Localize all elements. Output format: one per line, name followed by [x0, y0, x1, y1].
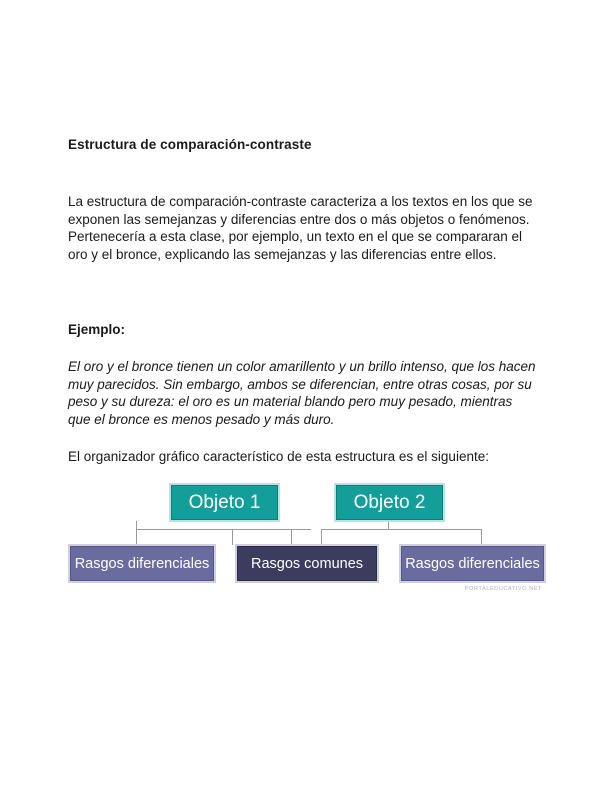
example-paragraph: El oro y el bronce tienen un color amarillento y un brillo intenso, que los hacen muy parecidos. Sin embargo, ambos se diferencian, entre otras cosas, por su peso y su dureza: el oro es un material blando pero muy pesado, mientras que el bronce es menos pesado y más duro.	[68, 359, 536, 427]
comparison-organizer-diagram	[66, 480, 548, 596]
connector-line	[232, 529, 233, 545]
closing-paragraph: El organizador gráfico característico de esta estructura es el siguiente:	[68, 449, 489, 464]
common-traits-box: Rasgos comunes	[237, 546, 377, 581]
connector-line	[388, 521, 389, 529]
image-credit: PORTALEDUCATIVO.NET	[464, 586, 542, 592]
connector-line	[136, 529, 311, 530]
connector-line	[136, 521, 137, 529]
intro-paragraph: La estructura de comparación-contraste caracteriza a los textos en los que se exponen las semejanzas y diferencias entre dos o más objetos o fenómenos. Pertenecería a esta clase, por ejemplo, un texto en el que se compararan el oro y el bronce, explicando las semejanzas y las diferencias entre ellos.	[68, 194, 533, 262]
differential-traits-box-right: Rasgos diferenciales	[401, 546, 544, 581]
differential-traits-box-left: Rasgos diferenciales	[70, 546, 214, 581]
object-1-box: Objeto 1	[171, 485, 278, 520]
connector-line	[136, 529, 137, 545]
page-title: Estructura de comparación-contraste	[68, 137, 312, 152]
object-2-box: Objeto 2	[336, 485, 443, 520]
connector-line	[321, 529, 322, 545]
connector-line	[321, 529, 481, 530]
connector-line	[481, 529, 482, 545]
connector-line	[291, 529, 292, 545]
example-heading: Ejemplo:	[68, 322, 126, 337]
